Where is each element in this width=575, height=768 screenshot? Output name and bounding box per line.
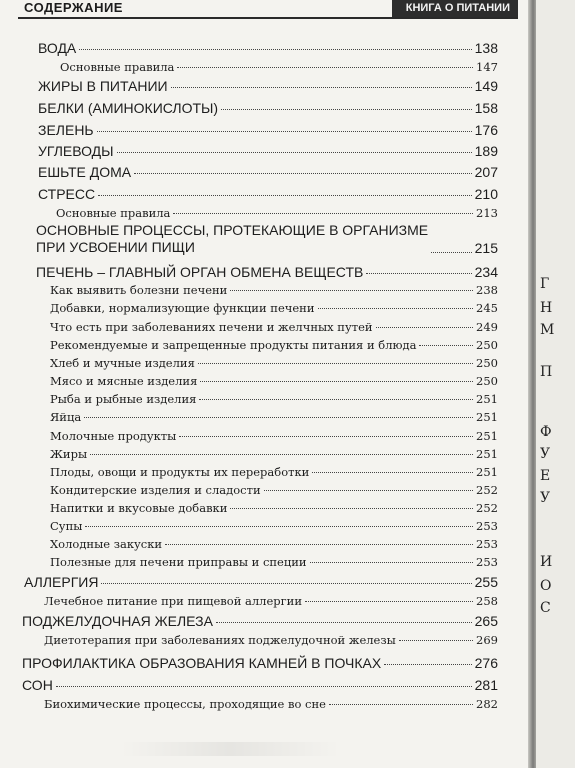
toc-entry-page: 234 — [474, 264, 498, 280]
leader-dots — [399, 640, 473, 641]
toc-entry-page: 250 — [476, 356, 498, 370]
toc-entry — [36, 264, 498, 280]
toc-subentry — [44, 594, 498, 608]
toc-entry — [38, 164, 498, 180]
toc-entry-title-block — [36, 222, 428, 256]
toc-entry-title: УГЛЕВОДЫ — [38, 143, 114, 159]
toc-entry-page: 250 — [476, 374, 498, 388]
toc-entry-page: 265 — [474, 613, 498, 629]
leader-dots — [312, 472, 473, 473]
toc-entry-title: ЗЕЛЕНЬ — [38, 122, 94, 138]
toc-entry-title: АЛЛЕРГИЯ — [24, 574, 99, 590]
leader-dots — [97, 131, 472, 132]
leader-dots — [134, 173, 472, 174]
toc-entry-page: 138 — [474, 40, 498, 56]
leader-dots — [101, 583, 471, 584]
toc-entry — [22, 655, 498, 671]
toc-entry-page: 213 — [476, 206, 498, 220]
toc-entry-page: 215 — [474, 240, 498, 256]
bleed-through-shadow — [120, 742, 340, 756]
leader-dots — [165, 544, 473, 545]
toc-subentry — [50, 392, 498, 406]
leader-dots — [117, 152, 472, 153]
toc-entry-title: Плоды, овощи и продукты их переработки — [50, 465, 310, 479]
toc-entry-title: СТРЕСС — [38, 186, 96, 202]
toc-subentry — [60, 60, 498, 74]
leader-dots — [329, 704, 473, 705]
toc-entry — [36, 222, 498, 256]
leader-dots — [310, 562, 473, 563]
leader-dots — [171, 87, 472, 88]
toc-entry-title: Молочные продукты — [50, 429, 177, 443]
toc-entry — [38, 100, 498, 116]
toc-subentry — [50, 356, 498, 370]
leader-dots — [216, 622, 472, 623]
toc-entry-title: Напитки и вкусовые добавки — [50, 501, 228, 515]
toc-entry — [38, 186, 498, 202]
facing-page-letter: М — [540, 322, 555, 338]
toc-entry-page: 253 — [476, 519, 498, 533]
toc-entry-title: Диетотерапия при заболеваниях поджелудочной железы — [44, 633, 396, 647]
leader-dots — [177, 67, 473, 68]
toc-entry — [38, 40, 498, 56]
toc-subentry — [50, 320, 498, 334]
toc-entry-title: Супы — [50, 519, 83, 533]
toc-entry-title: Биохимические процессы, проходящие во сне — [44, 697, 326, 711]
toc-entry-title: Как выявить болезни печени — [50, 283, 228, 297]
toc-entry-page: 251 — [476, 410, 498, 424]
leader-dots — [376, 327, 474, 328]
toc-entry-page: 147 — [476, 60, 498, 74]
leader-dots — [366, 273, 471, 274]
facing-page-letter: О — [540, 578, 552, 594]
leader-dots — [84, 417, 473, 418]
facing-page-edge — [536, 0, 575, 768]
leader-dots — [221, 109, 472, 110]
toc-subentry — [50, 537, 498, 551]
toc-entry-title: Рыба и рыбные изделия — [50, 392, 197, 406]
toc-entry-page: 258 — [476, 594, 498, 608]
toc-subentry — [50, 301, 498, 315]
toc-entry-page: 249 — [476, 320, 498, 334]
toc-entry-title: Основные правила — [56, 206, 171, 220]
toc-entry-title: ОСНОВНЫЕ ПРОЦЕССЫ, ПРОТЕКАЮЩИЕ В ОРГАНИЗМЕ — [36, 222, 429, 238]
toc-entry-title: ПОДЖЕЛУДОЧНАЯ ЖЕЛЕЗА — [22, 613, 213, 629]
facing-page-letter: Е — [540, 468, 551, 484]
toc-entry-page: 207 — [474, 164, 498, 180]
leader-dots — [173, 213, 473, 214]
toc-subentry — [50, 410, 498, 424]
facing-page-letter: И — [540, 554, 553, 570]
toc-subentry — [50, 465, 498, 479]
toc-entry-page: 149 — [474, 78, 498, 94]
toc-subentry — [56, 206, 498, 220]
toc-entry-title: Холодные закуски — [50, 537, 163, 551]
leader-dots — [198, 363, 473, 364]
toc-entry-page: 251 — [476, 465, 498, 479]
facing-page-letter: С — [540, 600, 551, 616]
toc-entry-title: ПРИ УСВОЕНИИ ПИЩИ — [36, 239, 195, 255]
leader-dots — [431, 252, 472, 253]
leader-dots — [90, 454, 473, 455]
toc-subentry — [50, 374, 498, 388]
toc-entry-page: 253 — [476, 555, 498, 569]
leader-dots — [230, 508, 473, 509]
toc-entry-page: 252 — [476, 501, 498, 515]
toc-entry-page: 281 — [474, 677, 498, 693]
toc-subentry — [50, 519, 498, 533]
leader-dots — [264, 490, 473, 491]
toc-entry-page: 276 — [474, 655, 498, 671]
facing-page-letter: Ф — [540, 424, 552, 440]
toc-entry-title: ВОДА — [38, 40, 77, 56]
toc-subentry — [50, 501, 498, 515]
book-title-badge: КНИГА О ПИТАНИИ — [392, 0, 518, 17]
toc-entry-page: 269 — [476, 633, 498, 647]
facing-page-letter: Н — [540, 300, 553, 316]
toc-subentry — [50, 447, 498, 461]
toc-entry-page: 255 — [474, 574, 498, 590]
leader-dots — [305, 601, 473, 602]
leader-dots — [179, 436, 473, 437]
toc-entry-title: Что есть при заболеваниях печени и желчных путей — [50, 320, 373, 334]
toc-subentry — [50, 283, 498, 297]
leader-dots — [200, 381, 473, 382]
toc-entry-page: 250 — [476, 338, 498, 352]
toc-entry-page: 251 — [476, 429, 498, 443]
toc-entry-title: Основные правила — [60, 60, 175, 74]
toc-entry-page: 210 — [474, 186, 498, 202]
toc-subentry — [50, 338, 498, 352]
leader-dots — [98, 195, 472, 196]
toc-subentry — [50, 429, 498, 443]
leader-dots — [384, 664, 471, 665]
toc-entry-page: 251 — [476, 447, 498, 461]
leader-dots — [85, 526, 473, 527]
toc-entry-title: ПЕЧЕНЬ – ГЛАВНЫЙ ОРГАН ОБМЕНА ВЕЩЕСТВ — [36, 264, 364, 280]
toc-entry-title: Жиры — [50, 447, 88, 461]
toc-entry-title: ЖИРЫ В ПИТАНИИ — [38, 78, 168, 94]
toc-entry-page: 253 — [476, 537, 498, 551]
toc-entry-page: 176 — [474, 122, 498, 138]
facing-page-letter: У — [540, 490, 551, 506]
toc-entry-page: 158 — [474, 100, 498, 116]
toc-subentry — [50, 555, 498, 569]
toc-entry-title: Рекомендуемые и запрещенные продукты питания и блюда — [50, 338, 417, 352]
leader-dots — [56, 686, 472, 687]
toc-entry-title: Добавки, нормализующие функции печени — [50, 301, 315, 315]
facing-page-letter: П — [540, 364, 553, 380]
toc-subentry — [44, 633, 498, 647]
toc-subentry — [44, 697, 498, 711]
toc-entry-title: Хлеб и мучные изделия — [50, 356, 195, 370]
toc-entry-title: СОН — [22, 677, 53, 693]
toc-entry-title: Мясо и мясные изделия — [50, 374, 198, 388]
toc-entry-page: 189 — [474, 143, 498, 159]
toc-entry — [22, 613, 498, 629]
toc-entry — [38, 78, 498, 94]
toc-entry — [24, 574, 498, 590]
leader-dots — [79, 49, 471, 50]
toc-entry — [22, 677, 498, 693]
toc-entry-page: 245 — [476, 301, 498, 315]
toc-entry-title: Лечебное питание при пищевой аллергии — [44, 594, 303, 608]
leader-dots — [318, 308, 474, 309]
toc-entry-page: 251 — [476, 392, 498, 406]
toc-entry — [38, 122, 498, 138]
leader-dots — [419, 345, 473, 346]
toc-entry-title: ЕШЬТЕ ДОМА — [38, 164, 132, 180]
toc-entry-page: 282 — [476, 697, 498, 711]
toc-entry — [38, 143, 498, 159]
toc-entry-page: 252 — [476, 483, 498, 497]
toc-subentry — [50, 483, 498, 497]
section-title: СОДЕРЖАНИЕ — [24, 0, 123, 15]
toc-entry-title: Полезные для печени приправы и специи — [50, 555, 307, 569]
leader-dots — [199, 399, 473, 400]
toc-entry-title: Кондитерские изделия и сладости — [50, 483, 261, 497]
toc-entry-page: 238 — [476, 283, 498, 297]
toc-entry-title: ПРОФИЛАКТИКА ОБРАЗОВАНИЯ КАМНЕЙ В ПОЧКАХ — [22, 655, 382, 671]
leader-dots — [230, 290, 473, 291]
facing-page-letter: У — [540, 446, 551, 462]
toc-entry-title: БЕЛКИ (АМИНОКИСЛОТЫ) — [38, 100, 219, 116]
toc-entry-title: Яйца — [50, 410, 82, 424]
facing-page-letter: Г — [540, 276, 550, 292]
